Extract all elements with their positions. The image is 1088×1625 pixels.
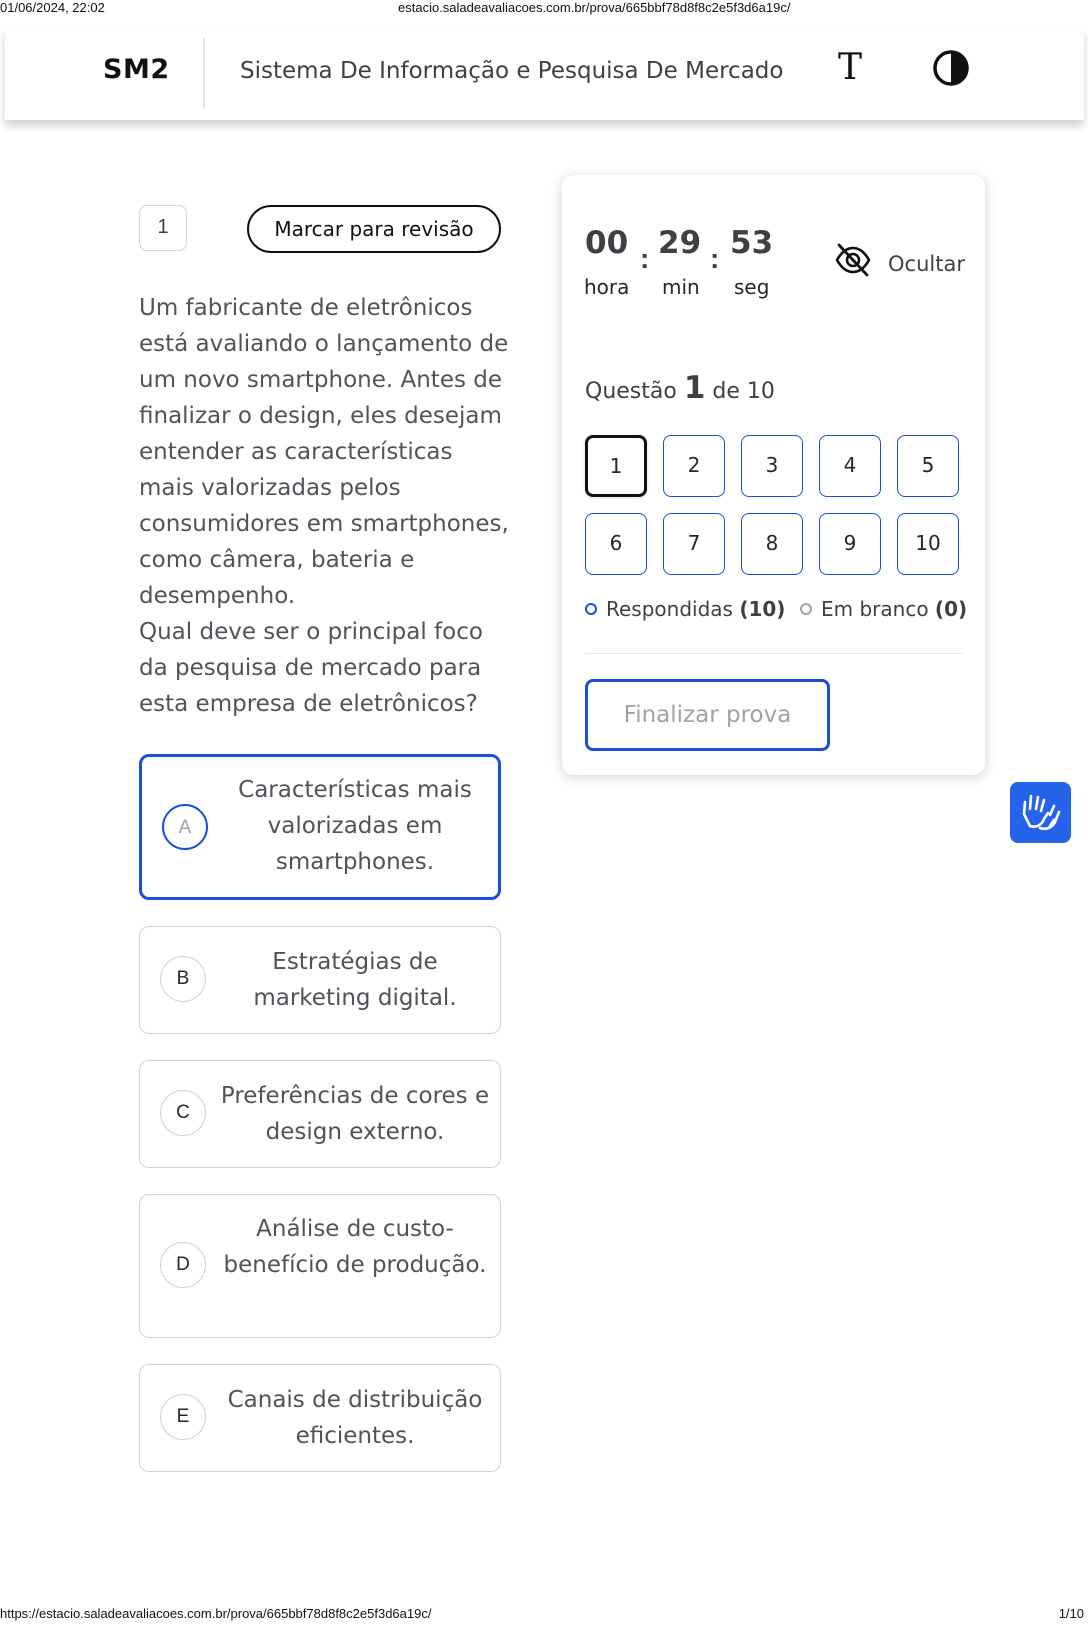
answer-option-d[interactable]	[139, 1194, 501, 1338]
nav-question-8[interactable]: 8	[741, 513, 803, 575]
timer-minutes-label: min	[662, 275, 700, 299]
header-divider	[203, 38, 205, 108]
print-header	[0, 0, 1088, 16]
print-page-number: 1/10	[1058, 1606, 1084, 1621]
font-size-icon[interactable]: T	[837, 47, 862, 88]
option-letter: B	[160, 956, 206, 1002]
answered-legend	[585, 597, 785, 621]
nav-question-5[interactable]: 5	[897, 435, 959, 497]
answered-dot-icon	[585, 603, 597, 615]
nav-question-7[interactable]: 7	[663, 513, 725, 575]
option-letter: A	[162, 804, 208, 850]
answer-option-e[interactable]	[139, 1364, 501, 1472]
question-counter-current: 1	[683, 370, 706, 406]
question-text-content: Um fabricante de eletrônicos está avaliando o lançamento de um novo smartphone. Antes de finalizar o design, eles desejam entender as características mais valorizadas pelos consumidores em smartphones, como câmera, bateria e desempenho. Qual deve ser o principal foco da pesquisa de mercado para esta empresa de eletrônicos?	[139, 295, 509, 717]
top-bar	[5, 28, 1084, 120]
nav-question-6[interactable]: 6	[585, 513, 647, 575]
option-text: Estratégias de marketing digital.	[253, 949, 457, 1011]
timer-separator: :	[640, 243, 650, 274]
blank-dot-icon	[800, 603, 812, 615]
sign-language-icon	[1010, 782, 1071, 843]
nav-question-1[interactable]: 1	[585, 435, 647, 497]
timer-seconds: 53	[730, 225, 774, 261]
option-text: Preferências de cores e design externo.	[220, 1083, 490, 1145]
option-text: Características mais valorizadas em smartphones.	[238, 776, 472, 875]
answer-option-b[interactable]	[139, 926, 501, 1034]
contrast-icon[interactable]	[931, 48, 971, 88]
exam-panel	[562, 175, 985, 775]
system-title: Sistema De Informação e Pesquisa De Mercado	[240, 58, 784, 84]
sign-language-button[interactable]	[1010, 782, 1071, 843]
question-text	[139, 290, 509, 722]
option-letter: D	[160, 1242, 206, 1288]
option-letter: E	[160, 1394, 206, 1440]
nav-question-2[interactable]: 2	[663, 435, 725, 497]
option-text: Canais de distribuição eficientes.	[227, 1387, 483, 1449]
nav-question-4[interactable]: 4	[819, 435, 881, 497]
blank-count: (0)	[934, 597, 968, 621]
hide-timer-label[interactable]: Ocultar	[888, 252, 965, 276]
option-text: Análise de custo-benefício de produção.	[223, 1216, 487, 1278]
nav-question-10[interactable]: 10	[897, 513, 959, 575]
answer-option-a[interactable]	[139, 754, 501, 900]
timer-separator: :	[710, 243, 720, 274]
print-datetime: 01/06/2024, 22:02	[0, 0, 105, 15]
print-url: estacio.saladeavaliacoes.com.br/prova/665bbf78d8f8c2e5f3d6a19c/	[398, 0, 791, 15]
timer-hours: 00	[585, 225, 629, 261]
panel-divider	[585, 653, 962, 654]
blank-label: Em branco	[821, 597, 929, 621]
question-counter-suffix: de 10	[712, 379, 775, 404]
question-number: 1	[139, 205, 187, 251]
answer-option-c[interactable]	[139, 1060, 501, 1168]
print-footer	[0, 1606, 1088, 1624]
mark-for-review-button[interactable]: Marcar para revisão	[247, 205, 501, 253]
timer-hours-label: hora	[584, 275, 630, 299]
nav-question-9[interactable]: 9	[819, 513, 881, 575]
answered-label: Respondidas	[606, 597, 733, 621]
finish-exam-button[interactable]: Finalizar prova	[585, 679, 830, 751]
answered-count: (10)	[739, 597, 786, 621]
timer-seconds-label: seg	[734, 275, 770, 299]
question-counter	[585, 370, 775, 406]
option-letter: C	[160, 1090, 206, 1136]
blank-legend	[800, 597, 967, 621]
timer-minutes: 29	[658, 225, 702, 261]
nav-question-3[interactable]: 3	[741, 435, 803, 497]
eye-off-icon[interactable]	[834, 241, 872, 279]
print-footer-url: https://estacio.saladeavaliacoes.com.br/prova/665bbf78d8f8c2e5f3d6a19c/	[0, 1606, 432, 1621]
question-counter-prefix: Questão	[585, 379, 677, 404]
logo: SM2	[103, 54, 170, 85]
